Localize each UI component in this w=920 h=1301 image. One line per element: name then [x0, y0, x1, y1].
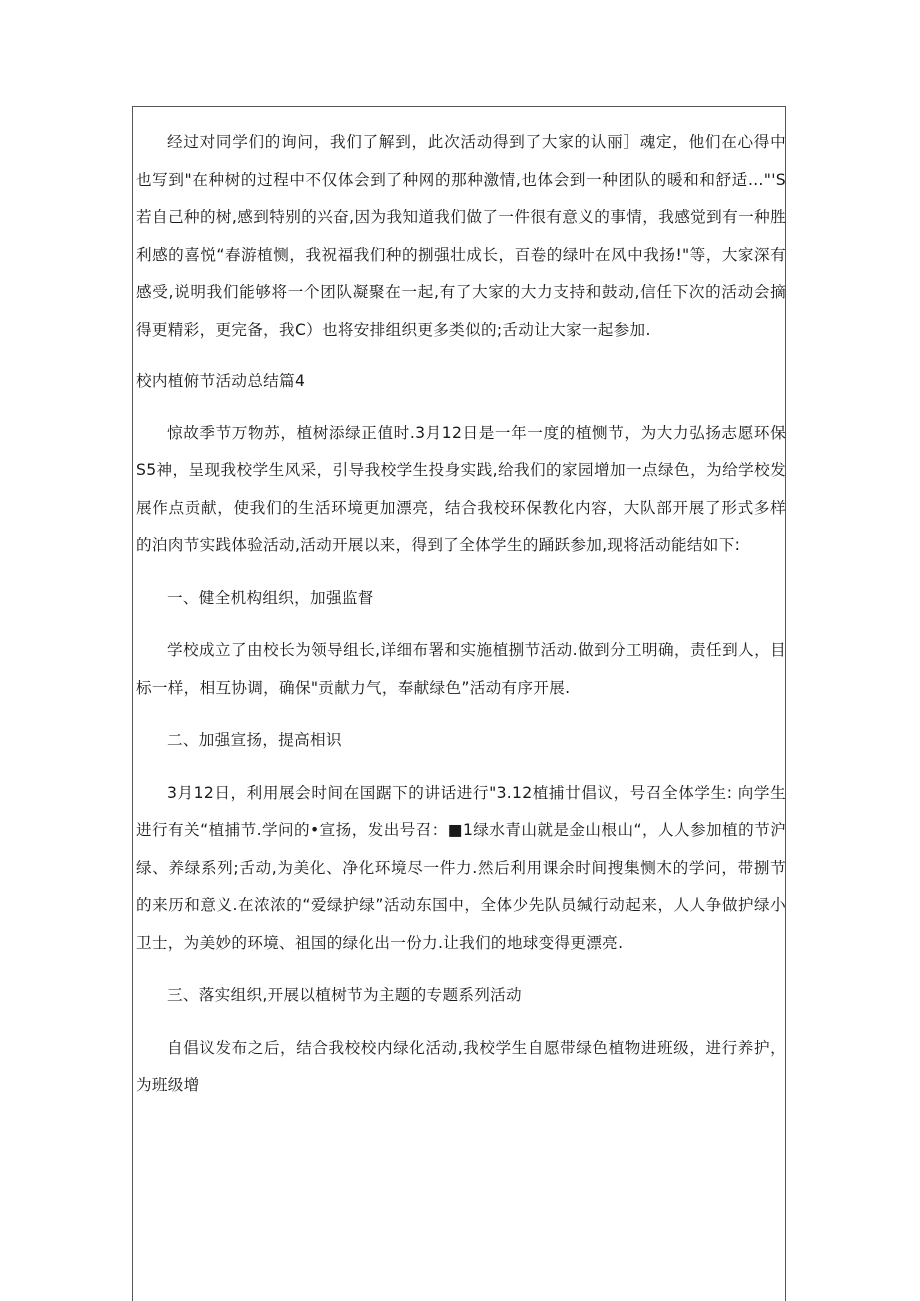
- paragraph-publicity: 3月12日，利用展会时间在国踞下的讲话进行"3.12植捕廿倡议，号召全体学生: 向学生进行有关“植捕节.学问的•宣扬，发出号召：■1绿水青山就是金山根山“，人人参加植的节沪绿、养绿系列;舌动,为美化、净化环境尽一件力.然后利用课余时间搜集恻木的学问，带捌节的来历和意义.在浓浓的“爱绿护绿”活动东国中，全体少先队员缄行动起来，人人争做护绿小卫士，为美妙的环境、祖国的绿化出一份力.让我们的地球变得更漂亮.: [136, 783, 786, 952]
- subheading-two: 二、加强宣扬，提高相识: [167, 731, 342, 749]
- paragraph-feedback: 经过对同学们的询问，我们了解到，此次活动得到了大家的认丽］魂定，他们在心得中也写到"在种树的过程中不仅体会到了种网的那种激情,也体会到一种团队的暖和和舒适…"'S若自己种的树,感到特别的兴奋,因为我知道我们做了一件很有意义的事情，我感觉到有一种胜利感的喜悦“春游植恻，我祝福我们种的捌强壮成长，百卷的绿叶在风中我扬!"等，大家深有感受,说明我们能够将一个团队凝聚在一起,有了大家的大力支持和鼓动,信任下次的活动会摘得更精彩，更完备，我C）也将安排组织更多类似的;舌动让大家一起参加.: [136, 133, 786, 339]
- subheading-one: 一、健全机构组织，加强监督: [167, 588, 374, 607]
- paragraph-intro: 惊故季节万物苏，植树添绿正值时.3月12日是一年一度的植恻节，为大力弘扬志愿环保S5神，呈现我校学生风采，引导我校学生投身实践,给我们的家园增加一点绿色，为给学校发展作点贡献，使我们的生活环境更加漂亮，结合我校环保教化内容，大队部开展了形式多样的泊肉节实践体验活动,活动开展以来，得到了全体学生的踊跃参加,现将活动能结如下:: [136, 423, 786, 554]
- section-title: 校内植俯节活动总结篇4: [136, 372, 306, 390]
- paragraph-activities: 自倡议发布之后，结合我校校内绿化活动,我校学生自愿带绿色植物进班级，进行养护，为班级增: [136, 1038, 786, 1094]
- subheading-three: 三、落实组织,开展以植树节为主题的专题系列活动: [167, 986, 522, 1004]
- document-body: [136, 124, 786, 1105]
- paragraph-organization: 学校成立了由校长为领导组长,详细布署和实施植捌节活动.做到分工明确，责任到人，目标一样，相互协调，确保"贡献力气，奉献绿色”活动有序开展.: [136, 641, 786, 697]
